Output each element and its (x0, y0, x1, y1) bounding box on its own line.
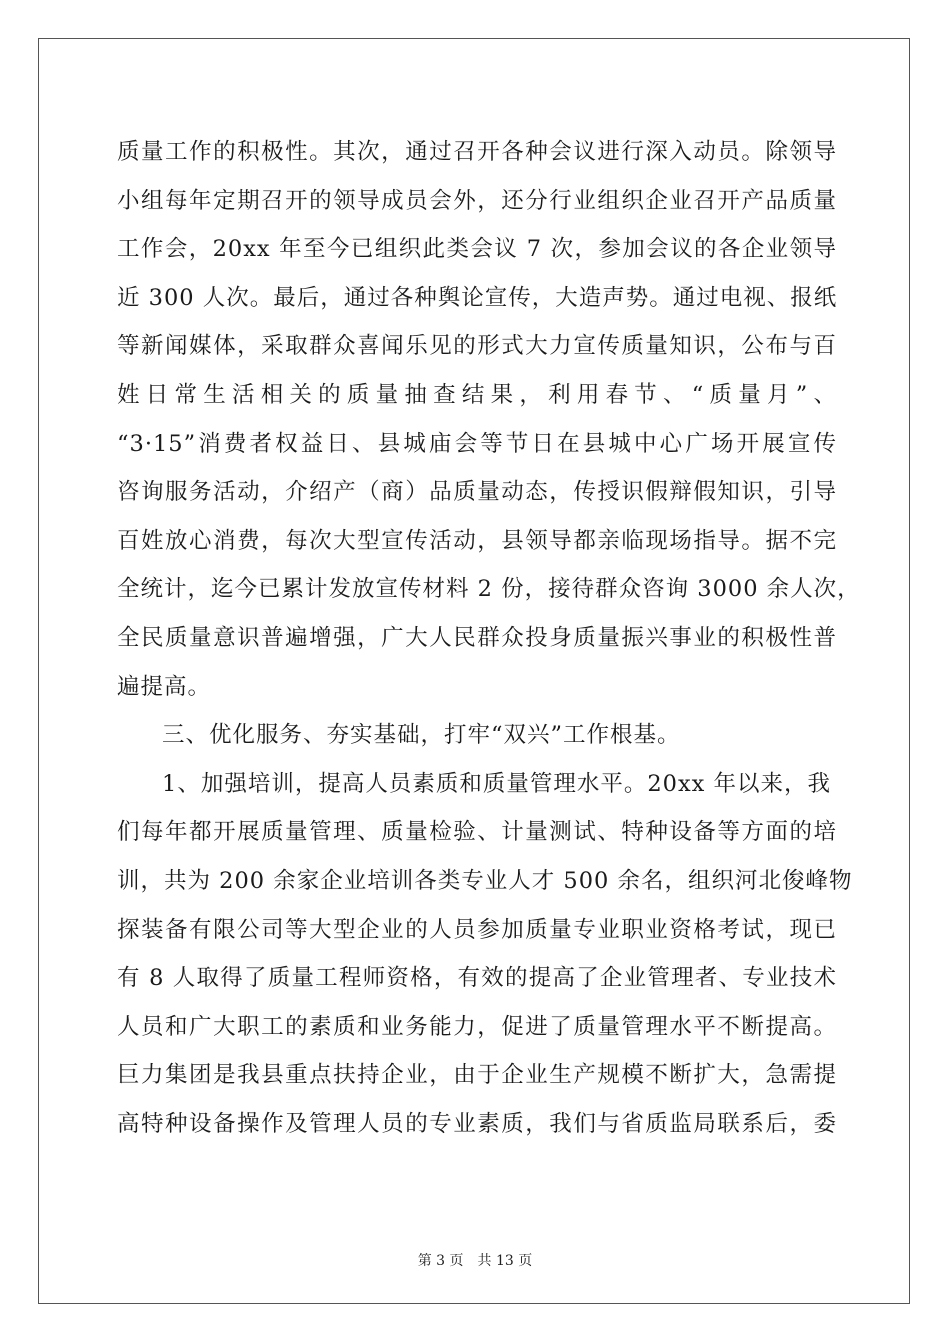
text-line: 全民质量意识普遍增强，广大人民群众投身质量振兴事业的积极性普 (117, 624, 837, 651)
text-line: 们每年都开展质量管理、质量检验、计量测试、特种设备等方面的培 (117, 819, 837, 846)
text-line: 等新闻媒体，采取群众喜闻乐见的形式大力宣传质量知识，公布与百 (117, 333, 837, 360)
text-line: 质量工作的积极性。其次，通过召开各种会议进行深入动员。除领导 (117, 139, 837, 165)
text-line: 探装备有限公司等大型企业的人员参加质量专业职业资格考试，现已 (117, 916, 837, 943)
text-line: 巨力集团是我县重点扶持企业，由于企业生产规模不断扩大，急需提 (117, 1062, 837, 1089)
text-line: 百姓放心消费，每次大型宣传活动，县领导都亲临现场指导。据不完 (117, 527, 837, 554)
document-body (117, 128, 861, 1148)
page-number: 第 3 页 共 13 页 (417, 1253, 533, 1269)
text-line: 人员和广大职工的素质和业务能力，促进了质量管理水平不断提高。 (117, 1013, 837, 1040)
text-line: 小组每年定期召开的领导成员会外，还分行业组织企业召开产品质量 (117, 187, 837, 214)
section-heading: 三、优化服务、夯实基础，打牢“双兴”工作根基。 (162, 722, 681, 749)
text-line: 姓日常生活相关的质量抽查结果，利用春节、“质量月”、 (117, 381, 837, 408)
text-line: “3·15”消费者权益日、县城庙会等节日在县城中心广场开展宣传 (117, 430, 837, 457)
text-line: 遍提高。 (117, 673, 212, 700)
text-line: 咨询服务活动，介绍产（商）品质量动态，传授识假辩假知识，引导 (117, 479, 837, 506)
text-line: 近 300 人次。最后，通过各种舆论宣传，大造声势。通过电视、报纸 (117, 284, 838, 311)
text-line: 有 8 人取得了质量工程师资格，有效的提高了企业管理者、专业技术 (117, 965, 837, 992)
text-line: 全统计，迄今已累计发放宣传材料 2 份，接待群众咨询 3000 余人次， (117, 576, 861, 603)
text-line: 训，共为 200 余家企业培训各类专业人才 500 余名，组织河北俊峰物 (117, 867, 853, 894)
text-line: 1、加强培训，提高人员素质和质量管理水平。20xx 年以来，我 (162, 770, 831, 797)
text-line: 高特种设备操作及管理人员的专业素质，我们与省质监局联系后，委 (117, 1110, 837, 1137)
text-line: 工作会，20xx 年至今已组织此类会议 7 次，参加会议的各企业领导 (117, 236, 837, 263)
